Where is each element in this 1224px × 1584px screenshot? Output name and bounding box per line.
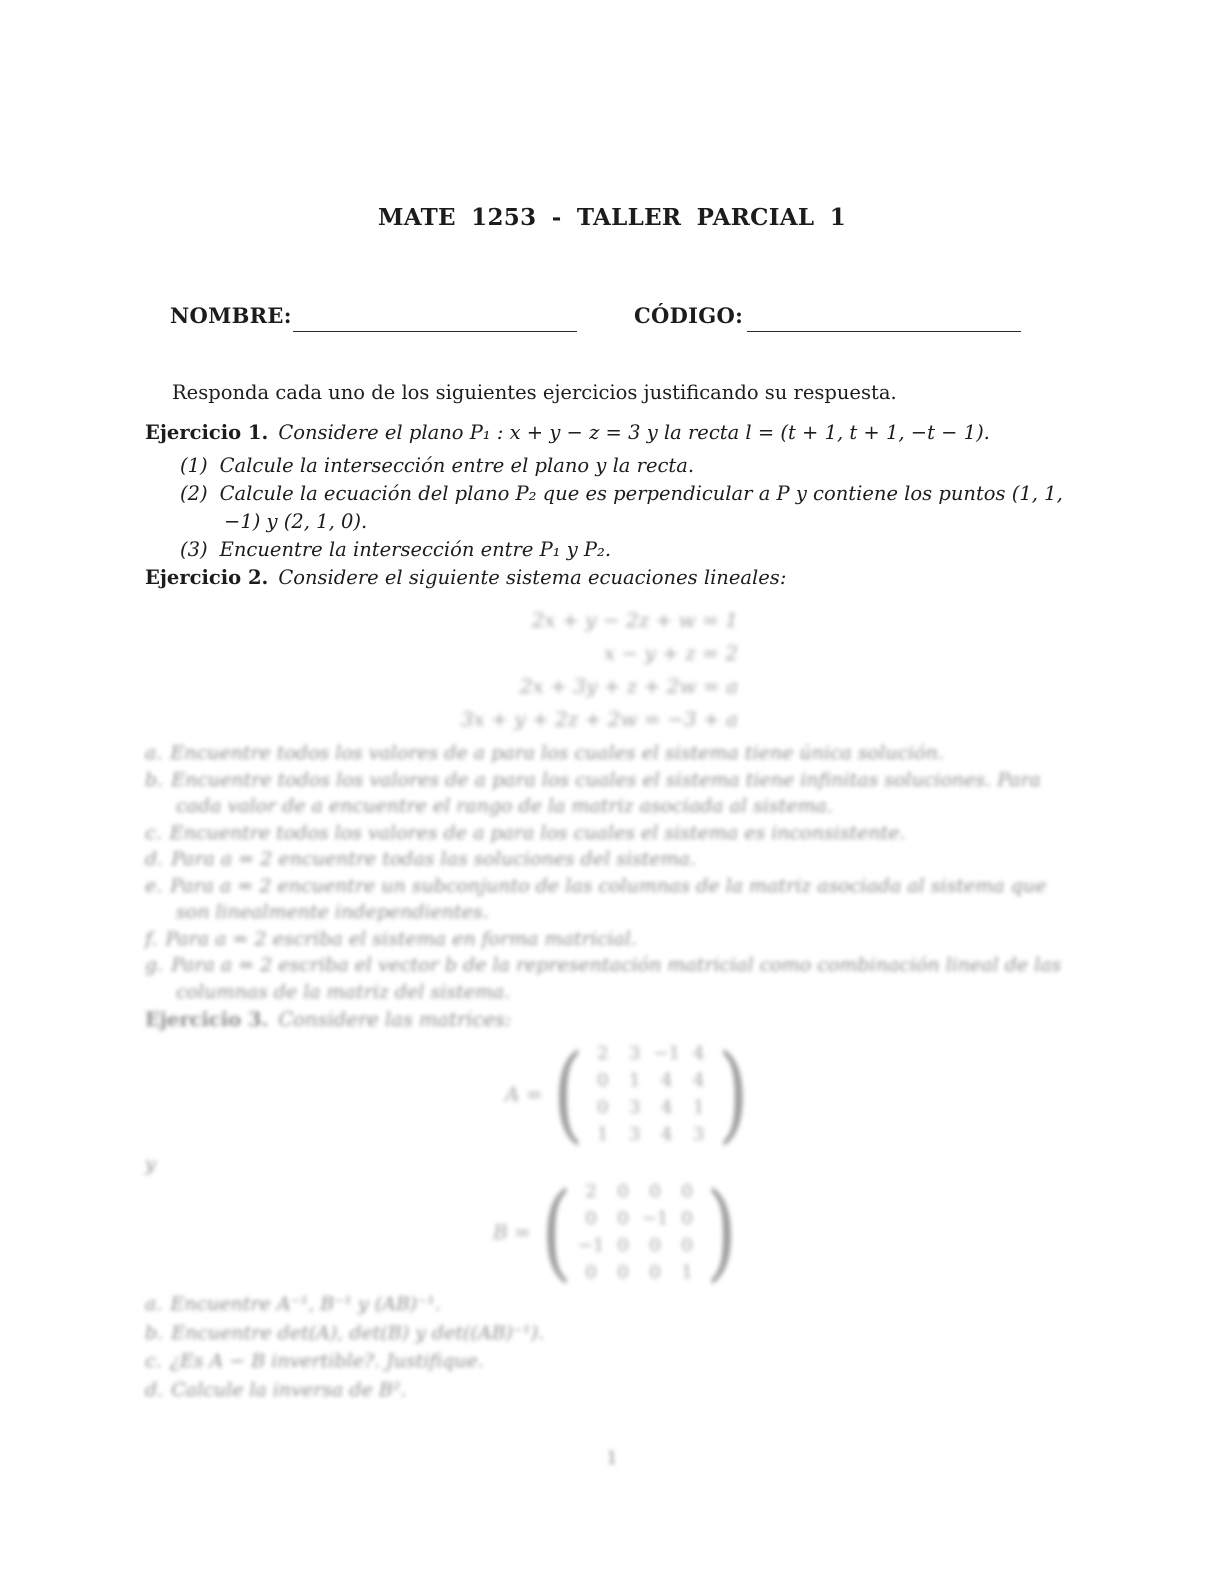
list-item xyxy=(145,1290,1083,1319)
item-letter: c. xyxy=(145,1350,162,1372)
list-item xyxy=(145,1319,1083,1348)
item-text: Encuentre todos los valores de a para los cuales el sistema tiene infinitas soluciones. Para cada valor de a encuentre el rango de la matriz asociada al sistema. xyxy=(171,768,1041,817)
matrix-cell: 0 xyxy=(617,1235,629,1256)
matrix-cell: 3 xyxy=(693,1124,705,1145)
matrix-b-grid xyxy=(575,1178,703,1286)
exercise-3-heading xyxy=(145,1008,512,1031)
matrix-close-paren: ) xyxy=(706,1169,738,1293)
matrix-cell: 3 xyxy=(629,1043,641,1064)
intro-text: Responda cada uno de los siguientes ejercicios justificando su respuesta. xyxy=(172,381,897,404)
exercise-1-heading xyxy=(145,421,990,444)
equation-line: 3x + y + 2z + 2w = −3 + a xyxy=(460,707,738,731)
page-number: 1 xyxy=(606,1448,618,1469)
page-title: MATE 1253 - TALLER PARCIAL 1 xyxy=(377,204,847,231)
matrix-cell: 4 xyxy=(661,1070,673,1091)
item-letter: d. xyxy=(145,848,164,870)
codigo-blank-line xyxy=(747,331,1021,332)
item-text: Encuentre todos los valores de a para los cuales el sistema es inconsistente. xyxy=(169,821,906,844)
matrix-cell: 1 xyxy=(597,1124,609,1145)
item-text: ¿Es A − B invertible?. Justifique. xyxy=(169,1350,484,1372)
matrix-cell: −1 xyxy=(641,1208,669,1229)
matrix-cell: 0 xyxy=(585,1262,597,1283)
matrix-open-paren: ( xyxy=(540,1169,573,1293)
exercise-1-label: Ejercicio 1. xyxy=(145,421,269,444)
item-number: (3) xyxy=(180,538,208,561)
list-item xyxy=(145,1376,1083,1405)
item-text: Para a = 2 encuentre un subconjunto de las columnas de la matriz asociada al sistema que son linealmente independientes. xyxy=(170,874,1047,923)
exercise-2-label: Ejercicio 2. xyxy=(145,566,269,589)
item-letter: d. xyxy=(145,1378,164,1401)
exercise-3-statement: Considere las matrices: xyxy=(278,1008,512,1031)
matrix-a-grid xyxy=(587,1040,715,1148)
matrix-b xyxy=(493,1169,738,1293)
item-text: Calcule la intersección entre el plano y la recta. xyxy=(219,454,695,477)
item-text: Para a = 2 encuentre todas las soluciones del sistema. xyxy=(171,848,697,870)
exercise-1-items xyxy=(180,452,1085,564)
list-item xyxy=(145,952,1083,1005)
matrix-cell: 2 xyxy=(585,1181,597,1202)
item-text: Encuentre det(A), det(B) y det((AB)⁻¹). xyxy=(171,1321,545,1344)
matrix-cell: 0 xyxy=(649,1235,661,1256)
matrix-cell: 0 xyxy=(681,1235,693,1256)
list-item xyxy=(180,536,1085,564)
matrix-a-label: A = xyxy=(505,1082,543,1106)
matrix-cell: 1 xyxy=(629,1070,641,1091)
matrix-cell: 4 xyxy=(661,1124,673,1145)
item-letter: b. xyxy=(145,768,164,791)
equation-line: 2x + y − 2z + w = 1 xyxy=(531,608,738,632)
item-text: Para a = 2 escriba el vector b de la representación matricial como combinación lineal de las columnas de la matriz del sistema. xyxy=(171,954,1062,1003)
matrix-cell: 0 xyxy=(585,1208,597,1229)
item-letter: g. xyxy=(145,954,164,976)
matrix-cell: 4 xyxy=(693,1043,705,1064)
item-text: Encuentre la intersección entre P₁ y P₂. xyxy=(219,538,612,561)
matrix-cell: 0 xyxy=(597,1070,609,1091)
matrix-a xyxy=(505,1031,749,1155)
list-item xyxy=(145,820,1083,847)
item-letter: c. xyxy=(145,821,162,844)
exercise-3-label: Ejercicio 3. xyxy=(145,1008,269,1031)
nombre-label: NOMBRE: xyxy=(170,303,292,328)
item-text: Encuentre todos los valores de a para los cuales el sistema tiene única solución. xyxy=(170,742,944,764)
item-letter: e. xyxy=(145,874,163,897)
equation-system xyxy=(400,604,738,736)
list-item xyxy=(145,873,1083,926)
matrix-cell: 0 xyxy=(617,1262,629,1283)
item-number: (2) xyxy=(180,482,208,505)
matrix-cell: 0 xyxy=(597,1097,609,1118)
connector-y: y xyxy=(145,1153,156,1175)
list-item xyxy=(145,846,1083,873)
matrix-cell: 0 xyxy=(681,1181,693,1202)
matrix-cell: 0 xyxy=(617,1208,629,1229)
list-item xyxy=(180,452,1085,480)
matrix-cell: 1 xyxy=(681,1262,693,1283)
exercise-1-statement: Considere el plano P₁ : x + y − z = 3 y la recta l = (t + 1, t + 1, −t − 1). xyxy=(278,421,990,444)
nombre-blank-line xyxy=(293,331,577,332)
item-text: Calcule la inversa de B². xyxy=(171,1378,407,1401)
matrix-cell: 0 xyxy=(649,1181,661,1202)
list-item xyxy=(180,480,1085,536)
list-item xyxy=(145,1347,1083,1376)
matrix-cell: 0 xyxy=(617,1181,629,1202)
item-letter: b. xyxy=(145,1321,164,1344)
exercise-3-items xyxy=(145,1290,1083,1404)
equation-line: 2x + 3y + z + 2w = a xyxy=(519,674,738,698)
item-text: Calcule la ecuación del plano P₂ que es perpendicular a P y contiene los puntos (1, 1, −1) y (2, 1, 0). xyxy=(219,482,1063,533)
matrix-cell: 0 xyxy=(681,1208,693,1229)
equation-line: x − y + z = 2 xyxy=(603,641,738,665)
item-letter: a. xyxy=(145,742,163,764)
item-text: Para a = 2 escriba el sistema en forma matricial. xyxy=(165,927,637,950)
matrix-close-paren: ) xyxy=(717,1031,749,1155)
matrix-cell: −1 xyxy=(653,1043,681,1064)
item-number: (1) xyxy=(180,454,208,477)
matrix-cell: 4 xyxy=(661,1097,673,1118)
item-letter: a. xyxy=(145,1293,163,1315)
item-text: Encuentre A⁻¹, B⁻¹ y (AB)⁻¹. xyxy=(170,1293,441,1315)
item-letter: f. xyxy=(145,927,158,950)
matrix-cell: −1 xyxy=(577,1235,605,1256)
matrix-cell: 0 xyxy=(649,1262,661,1283)
matrix-cell: 4 xyxy=(693,1070,705,1091)
list-item xyxy=(145,767,1083,820)
list-item xyxy=(145,926,1083,953)
matrix-cell: 3 xyxy=(629,1097,641,1118)
codigo-label: CÓDIGO: xyxy=(634,303,744,328)
matrix-b-label: B = xyxy=(493,1220,531,1244)
matrix-cell: 2 xyxy=(597,1043,609,1064)
matrix-cell: 3 xyxy=(629,1124,641,1145)
exercise-2-statement: Considere el siguiente sistema ecuaciones lineales: xyxy=(278,566,787,589)
exercise-2-heading xyxy=(145,566,786,589)
list-item xyxy=(145,740,1083,767)
matrix-cell: 1 xyxy=(693,1097,705,1118)
exercise-2-items xyxy=(145,740,1083,1005)
matrix-open-paren: ( xyxy=(552,1031,584,1155)
